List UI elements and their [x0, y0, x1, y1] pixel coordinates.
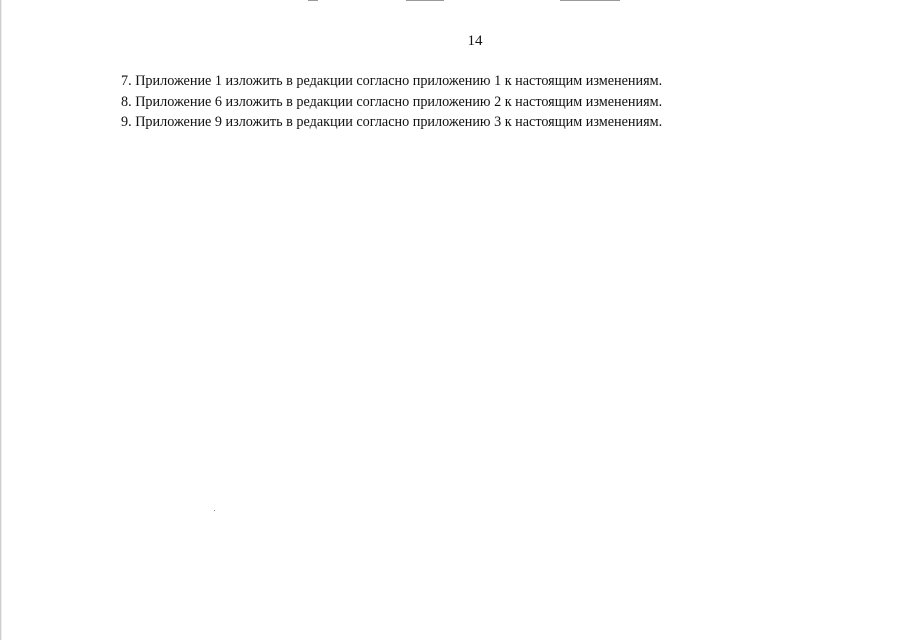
scan-artifact [560, 0, 620, 1]
amendment-list [121, 71, 662, 133]
list-item: 9. Приложение 9 изложить в редакции согласно приложению 3 к настоящим изменениям. [121, 114, 663, 130]
page-number: 14 [467, 33, 483, 49]
list-item: 7. Приложение 1 изложить в редакции согласно приложению 1 к настоящим изменениям. [121, 73, 663, 89]
scan-speck [214, 510, 215, 511]
scan-edge [0, 0, 2, 640]
list-item: 8. Приложение 6 изложить в редакции согласно приложению 2 к настоящим изменениям. [121, 93, 663, 110]
scan-artifact [406, 0, 444, 1]
scan-artifact [308, 0, 318, 1]
